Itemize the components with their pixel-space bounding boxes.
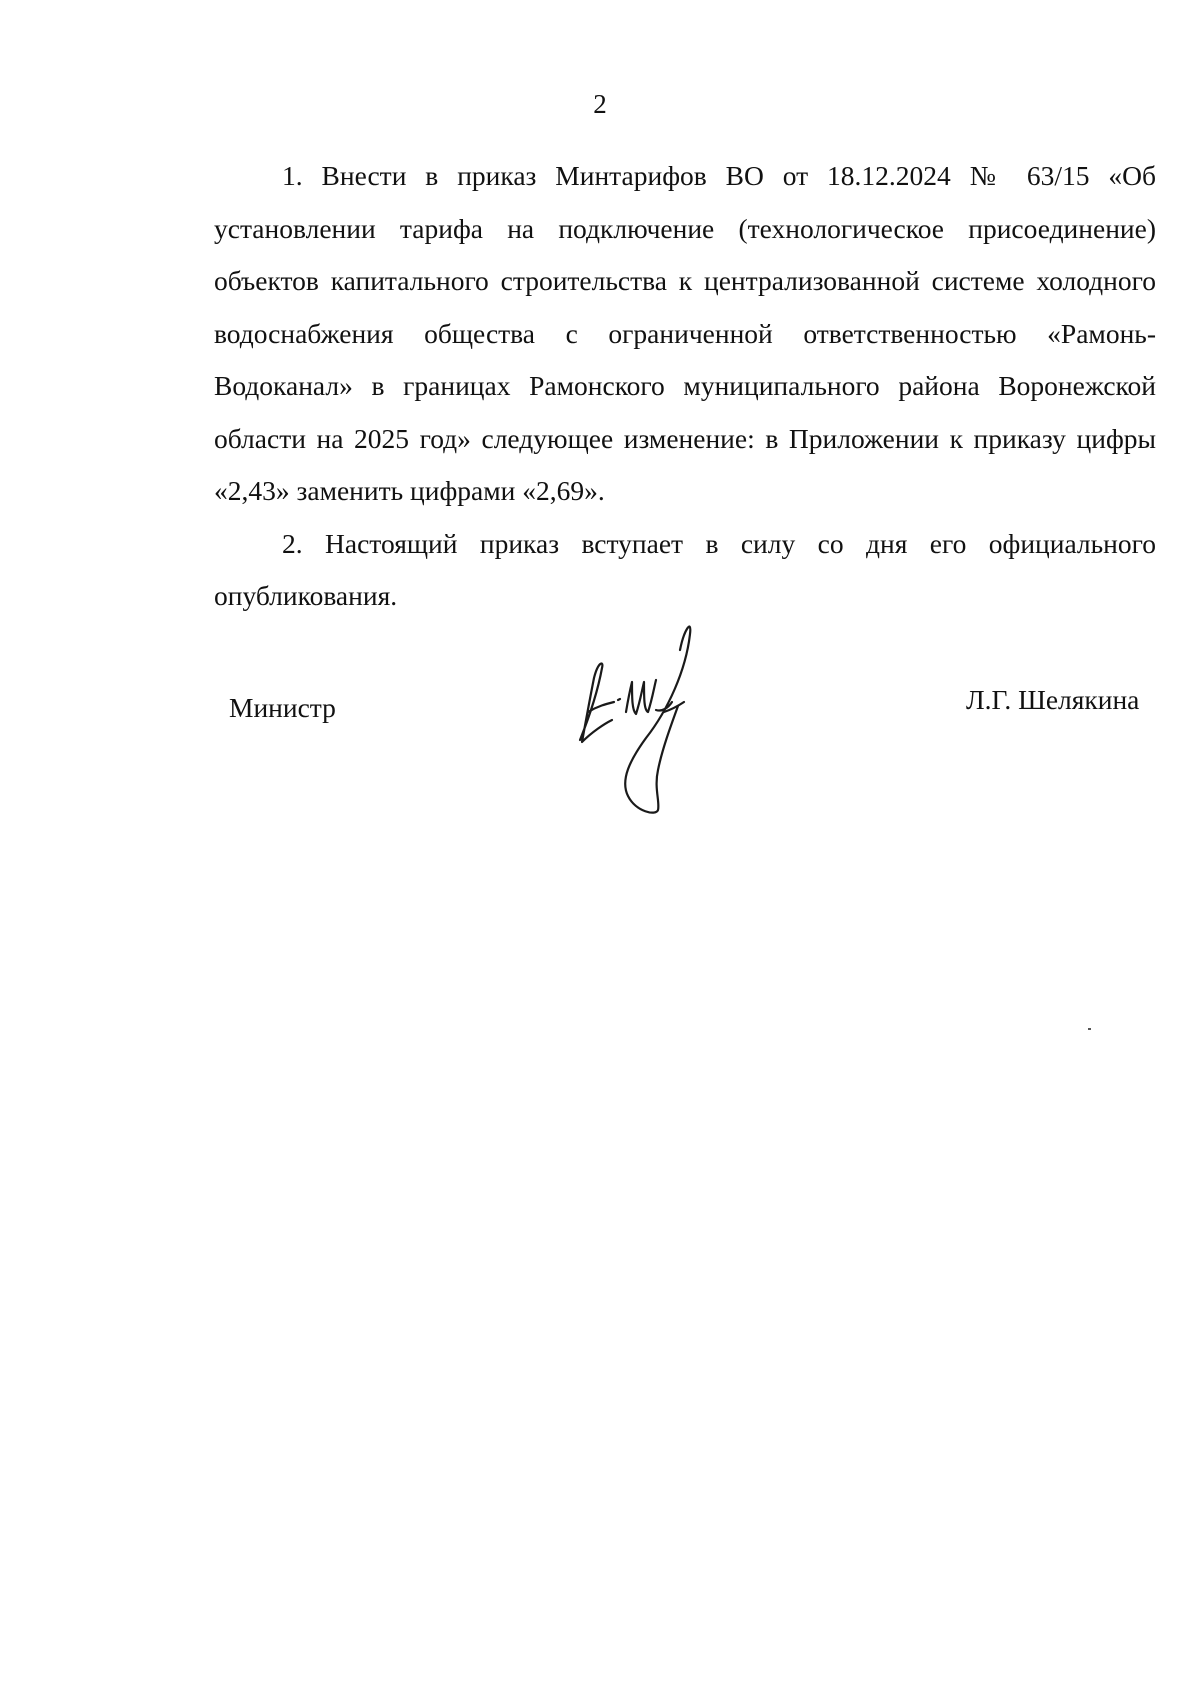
page-number: 2 [593,89,607,119]
scan-artifact [1088,1028,1091,1030]
paragraph-1: 1. Внести в приказ Минтарифов ВО от 18.12.2024 № 63/15 «Об установлении тарифа на подключение (технологическое присоединение) объектов капитального строительства к централизованной системе холодного водоснабжения общества с ограниченной ответственностью «Рамонь-Водоканал» в границах Рамонского муниципального района Воронежской области на 2025 год» следующее изменение: в Приложении к приказу цифры «2,43» заменить цифрами «2,69». [214,160,1156,506]
document-body [214,150,1156,623]
signatory-name: Л.Г. Шелякина [966,684,1140,715]
signatory-title: Министр [229,692,336,723]
signature-block [0,620,1200,820]
paragraph-2: 2. Настоящий приказ вступает в силу со дня его официального опубликования. [214,527,1156,611]
handwritten-signature [560,620,740,820]
